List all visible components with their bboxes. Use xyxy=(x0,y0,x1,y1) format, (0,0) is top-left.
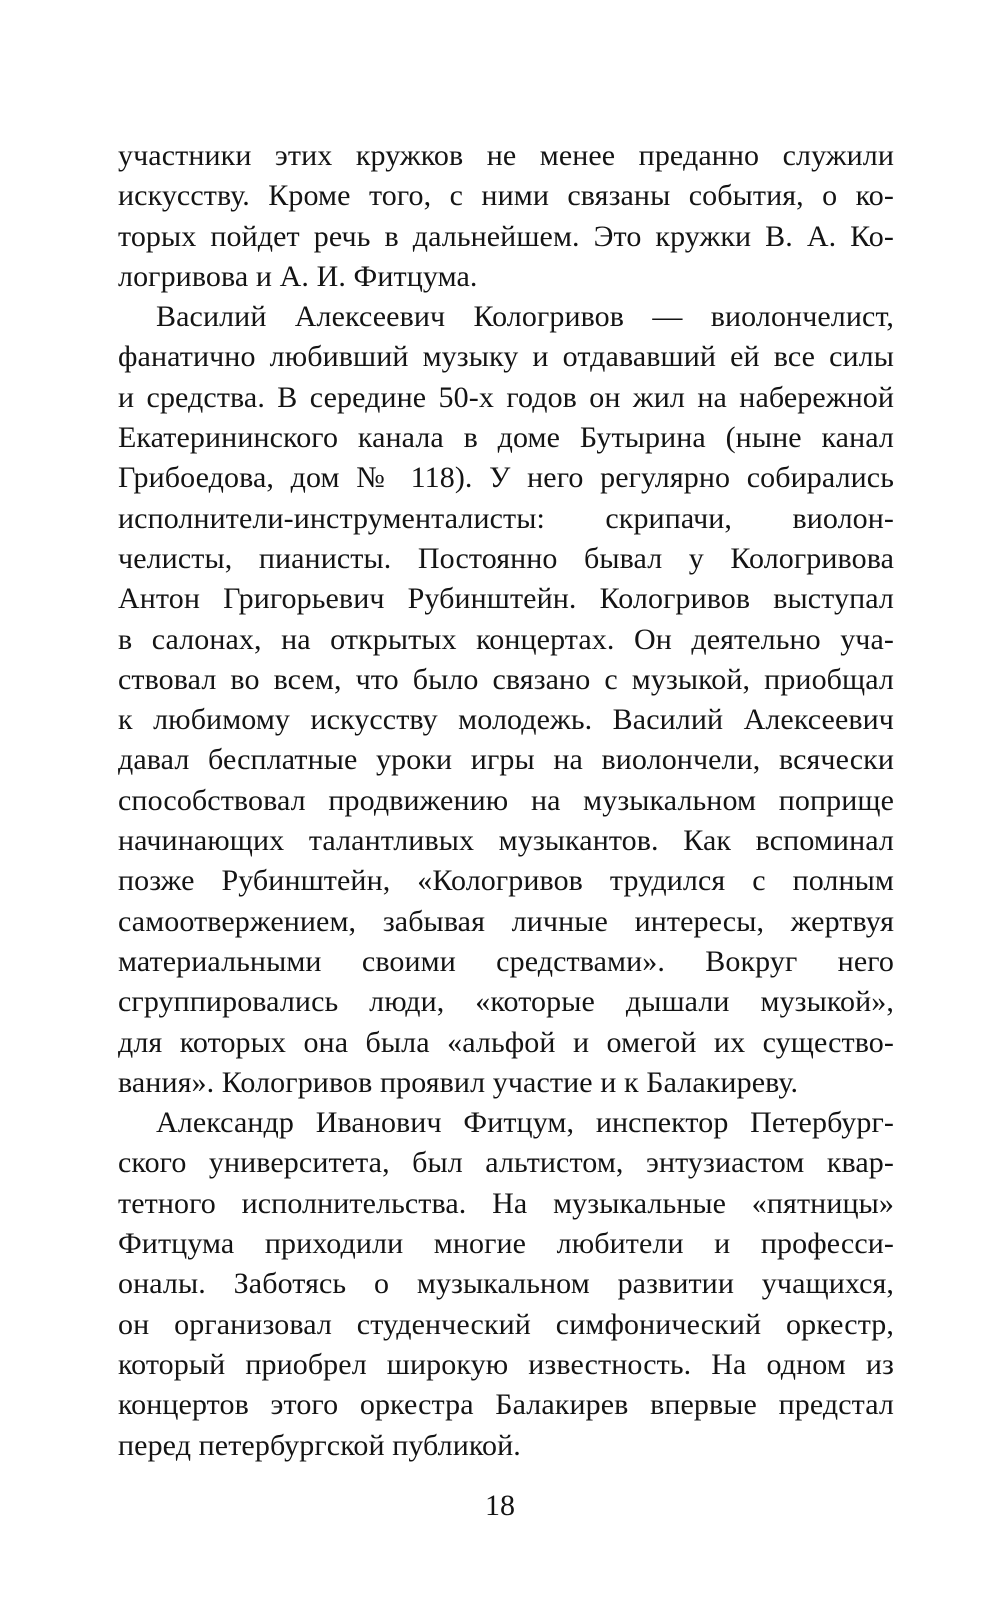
text-line: Фитцума приходили многие любители и професси- xyxy=(118,1227,894,1261)
text-line: торых пойдет речь в дальнейшем. Это кружки В. А. Ко- xyxy=(118,219,894,253)
text-line: ского университета, был альтистом, энтузиастом квар- xyxy=(118,1146,894,1180)
text-line: сгруппировались люди, «которые дышали музыкой», xyxy=(118,985,894,1019)
text-line: в салонах, на открытых концертах. Он деятельно уча- xyxy=(118,622,894,656)
text-line: вания». Кологривов проявил участие и к Балакиреву. xyxy=(118,1065,799,1099)
text-line: он организовал студенческий симфонический оркестр, xyxy=(118,1307,894,1341)
text-line: оналы. Заботясь о музыкальном развитии учащихся, xyxy=(118,1267,894,1301)
text-line: искусству. Кроме того, с ними связаны события, о ко- xyxy=(118,179,894,213)
text-line: Александр Иванович Фитцум, инспектор Петербург- xyxy=(156,1106,894,1140)
text-line: ствовал во всем, что было связано с музыкой, приобщал xyxy=(118,662,894,696)
text-line: для которых она была «альфой и омегой их существо- xyxy=(118,1025,894,1059)
text-line: материальными своими средствами». Вокруг него xyxy=(118,944,894,978)
paragraph xyxy=(118,1103,894,1466)
text-line: исполнители-инструменталисты: скрипачи, виолон- xyxy=(118,501,894,535)
text-line: давал бесплатные уроки игры на виолончели, всячески xyxy=(118,743,894,777)
text-line: способствовал продвижению на музыкальном поприще xyxy=(118,783,894,817)
paragraph xyxy=(118,297,894,1103)
page-number: 18 xyxy=(485,1489,515,1522)
paragraph xyxy=(118,136,894,297)
text-line: и средства. В середине 50-х годов он жил на набережной xyxy=(118,380,894,414)
text-line: Василий Алексеевич Кологривов — виолончелист, xyxy=(156,300,894,334)
text-line: тетного исполнительства. На музыкальные «пятницы» xyxy=(118,1186,894,1220)
text-line: Грибоедова, дом № 118). У него регулярно собирались xyxy=(118,461,894,495)
text-line: самоотвержением, забывая личные интересы, жертвуя xyxy=(118,904,894,938)
text-line: Антон Григорьевич Рубинштейн. Кологривов выступал xyxy=(118,582,894,616)
text-line: позже Рубинштейн, «Кологривов трудился с полным xyxy=(118,864,894,898)
text-line: фанатично любивший музыку и отдававший ей все силы xyxy=(118,340,894,374)
text-line: начинающих талантливых музыкантов. Как вспоминал xyxy=(118,824,894,858)
text-line: который приобрел широкую известность. На одном из xyxy=(118,1347,894,1381)
text-line: концертов этого оркестра Балакирев впервые предстал xyxy=(118,1388,894,1422)
text-line: перед петербургской публикой. xyxy=(118,1428,521,1462)
body-text xyxy=(118,136,894,1466)
text-line: к любимому искусству молодежь. Василий Алексеевич xyxy=(118,703,894,737)
text-line: челисты, пианисты. Постоянно бывал у Кологривова xyxy=(118,541,894,575)
text-line: участники этих кружков не менее преданно служили xyxy=(118,139,894,172)
text-line: Екатерининского канала в доме Бутырина (ныне канал xyxy=(118,421,894,455)
text-line: логривова и А. И. Фитцума. xyxy=(118,259,478,293)
